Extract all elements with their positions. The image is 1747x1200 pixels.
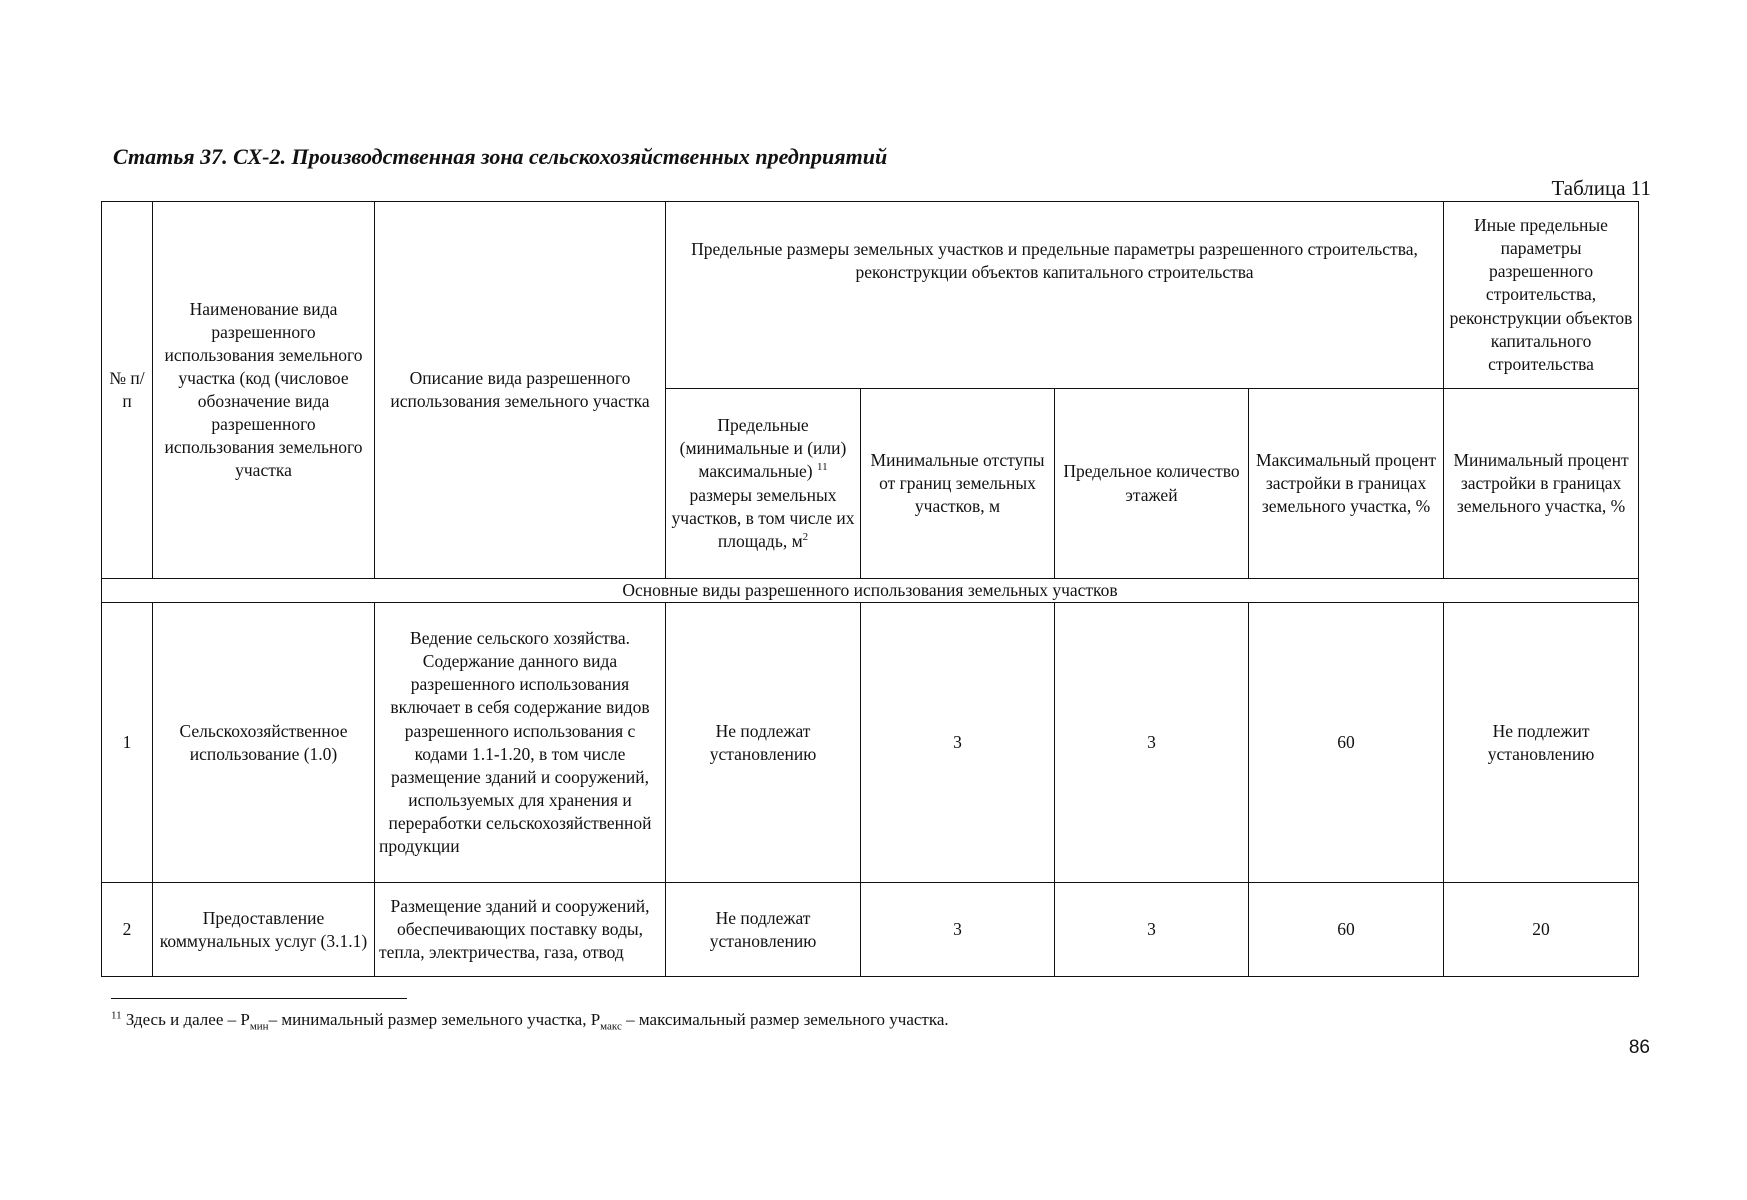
footnote-marker: 11 bbox=[111, 1009, 122, 1022]
row-floors: 3 bbox=[1055, 603, 1249, 883]
footnote-text-1: Здесь и далее – Р bbox=[125, 1010, 250, 1029]
header-plot-sizes-text: Предельные (минимальные и (или) максимальные) bbox=[679, 415, 847, 482]
zoning-table bbox=[101, 201, 1639, 977]
footnote bbox=[111, 1010, 949, 1032]
footnote-sub-min: мин bbox=[249, 1020, 269, 1033]
footnote-ref: 11 bbox=[817, 461, 828, 474]
header-num: № п/п bbox=[102, 202, 153, 579]
header-other-params: Иные предельные параметры разрешенного строительства, реконструкции объектов капитального строительства bbox=[1444, 202, 1639, 389]
table-row bbox=[102, 603, 1639, 883]
row-name: Сельскохозяйственное использование (1.0) bbox=[153, 603, 375, 883]
row-description: Размещение зданий и сооружений, обеспечивающих поставку воды, тепла, электричества, газа, отвод bbox=[375, 883, 666, 977]
footnote-text-2: – минимальный размер земельного участка, Р bbox=[268, 1010, 601, 1029]
row-setback: 3 bbox=[861, 603, 1055, 883]
row-plot-sizes: Не подлежат установлению bbox=[666, 603, 861, 883]
header-max-percent: Максимальный процент застройки в границах земельного участка, % bbox=[1249, 389, 1444, 579]
unit-exponent: 2 bbox=[802, 530, 809, 543]
table-row bbox=[102, 883, 1639, 977]
row-name: Предоставление коммунальных услуг (3.1.1) bbox=[153, 883, 375, 977]
header-setback: Минимальные отступы от границ земельных участков, м bbox=[861, 389, 1055, 579]
header-description: Описание вида разрешенного использования земельного участка bbox=[375, 202, 666, 579]
footnote-sub-max: макс bbox=[600, 1020, 622, 1033]
row-max-percent: 60 bbox=[1249, 883, 1444, 977]
header-plot-sizes-rest: размеры земельных участков, в том числе их площадь, м bbox=[671, 484, 855, 551]
page-number: 86 bbox=[1628, 1037, 1650, 1058]
article-title: Статья 37. СХ-2. Производственная зона сельскохозяйственных предприятий bbox=[113, 144, 888, 169]
header-name: Наименование вида разрешенного использования земельного участка (код (числовое обозначение вида разрешенного использования земельного участка bbox=[153, 202, 375, 579]
row-min-percent: Не подлежит установлению bbox=[1444, 603, 1639, 883]
table-label: Таблица 11 bbox=[1551, 176, 1651, 200]
row-min-percent: 20 bbox=[1444, 883, 1639, 977]
row-floors: 3 bbox=[1055, 883, 1249, 977]
header-limits-group: Предельные размеры земельных участков и предельные параметры разрешенного строительства, реконструкции объектов капитального строительства bbox=[666, 202, 1444, 389]
footnote-divider bbox=[111, 998, 407, 999]
header-min-percent: Минимальный процент застройки в границах земельного участка, % bbox=[1444, 389, 1639, 579]
row-num: 1 bbox=[102, 603, 153, 883]
row-num: 2 bbox=[102, 883, 153, 977]
section-title: Основные виды разрешенного использования земельных участков bbox=[102, 579, 1639, 603]
footnote-text-3: – максимальный размер земельного участка. bbox=[621, 1010, 949, 1029]
row-setback: 3 bbox=[861, 883, 1055, 977]
row-description: Ведение сельского хозяйства. Содержание данного вида разрешенного использования включает в себя содержание видов разрешенного использования с кодами 1.1-1.20, в том числе размещение зданий и сооружений, используемых для хранения и переработки сельскохозяйственной продукции bbox=[375, 603, 666, 883]
row-plot-sizes: Не подлежат установлению bbox=[666, 883, 861, 977]
header-plot-sizes bbox=[666, 389, 861, 579]
row-max-percent: 60 bbox=[1249, 603, 1444, 883]
header-floors: Предельное количество этажей bbox=[1055, 389, 1249, 579]
